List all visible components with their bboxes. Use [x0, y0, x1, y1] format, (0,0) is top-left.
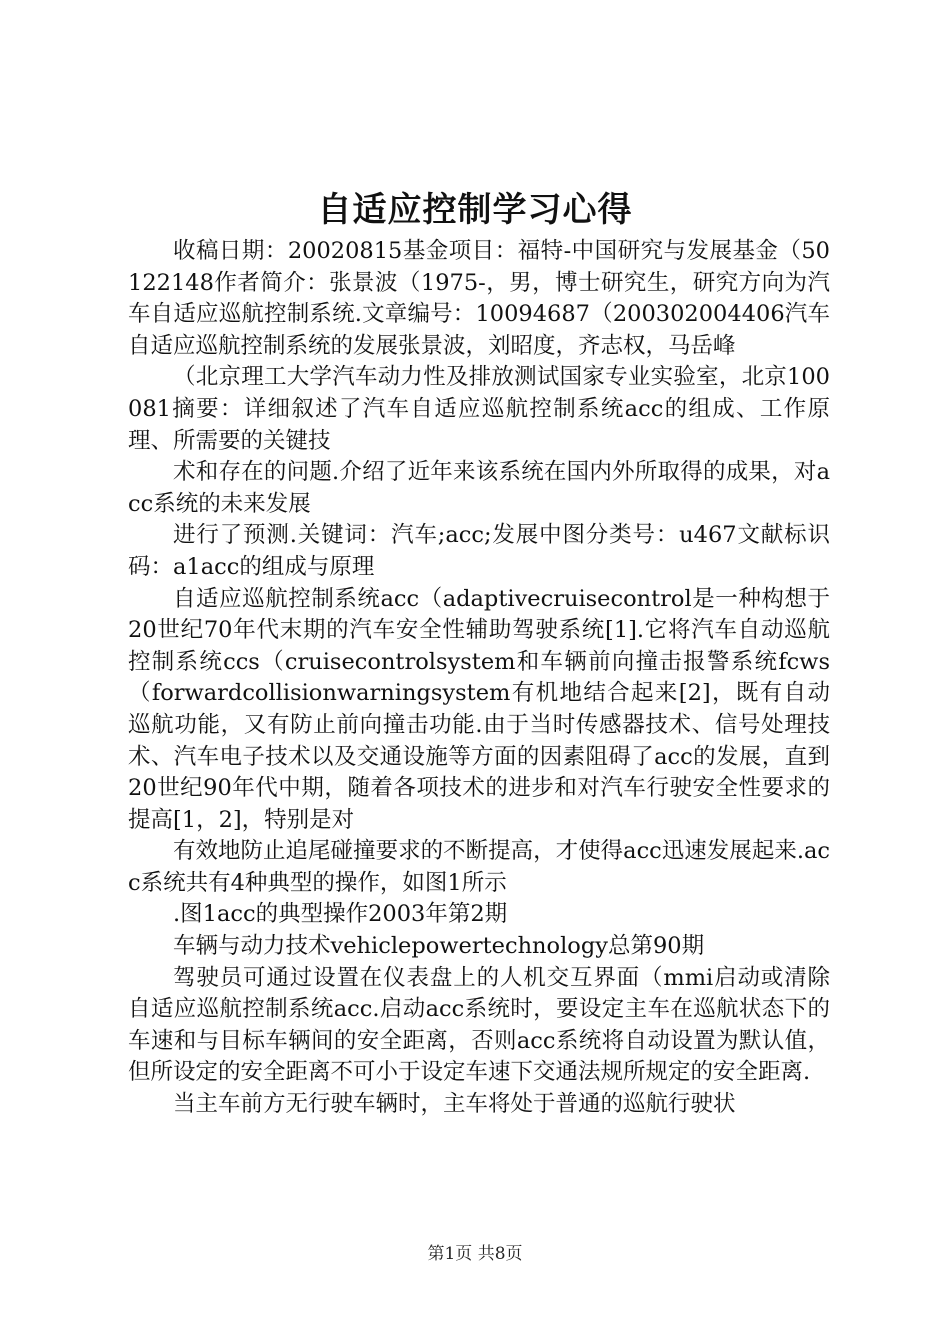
paragraph: 收稿日期：20020815基金项目：福特-中国研究与发展基金（50122148作者简介：张景波（1975-，男，博士研究生，研究方向为汽车自适应巡航控制系统.文章编号：10094687（200302004406汽车自适应巡航控制系统的发展张景波，刘昭度，齐志权，马岳峰	[128, 238, 830, 359]
paragraph: 进行了预测.关键词：汽车;acc;发展中图分类号：u467文献标识码：a1acc的组成与原理	[128, 522, 830, 580]
document-body	[128, 236, 830, 1121]
paragraph: .图1acc的典型操作2003年第2期	[173, 901, 508, 928]
document-title: 自适应控制学习心得	[317, 190, 633, 230]
paragraph: 当主车前方无行驶车辆时，主车将处于普通的巡航行驶状	[173, 1091, 736, 1118]
paragraph: 车辆与动力技术vehiclepowertechnology总第90期	[173, 933, 705, 960]
paragraph: （北京理工大学汽车动力性及排放测试国家专业实验室，北京100081摘要：详细叙述了汽车自适应巡航控制系统acc的组成、工作原理、所需要的关键技	[128, 364, 830, 454]
page-number-footer: 第1页 共8页	[427, 1244, 523, 1264]
paragraph: 驾驶员可通过设置在仪表盘上的人机交互界面（mmi启动或清除自适应巡航控制系统acc.启动acc系统时，要设定主车在巡航状态下的车速和与目标车辆间的安全距离，否则acc系统将自动设置为默认值，但所设定的安全距离不可小于设定车速下交通法规所规定的安全距离.	[128, 964, 830, 1086]
paragraph: 有效地防止追尾碰撞要求的不断提高，才使得acc迅速发展起来.acc系统共有4种典型的操作，如图1所示	[128, 838, 830, 896]
paragraph: 术和存在的问题.介绍了近年来该系统在国内外所取得的成果，对acc系统的未来发展	[128, 459, 830, 517]
paragraph: 自适应巡航控制系统acc（adaptivecruisecontrol是一种构想于20世纪70年代末期的汽车安全性辅助驾驶系统[1].它将汽车自动巡航控制系统ccs（cruisecontrolsystem和车辆前向撞击报警系统fcws（forwardcollisionwarningsystem有机地结合起来[2]，既有自动巡航功能，又有防止前向撞击功能.由于当时传感器技术、信号处理技术、汽车电子技术以及交通设施等方面的因素阻碍了acc的发展，直到20世纪90年代中期，随着各项技术的进步和对汽车行驶安全性要求的提高[1，2]，特别是对	[128, 585, 830, 833]
